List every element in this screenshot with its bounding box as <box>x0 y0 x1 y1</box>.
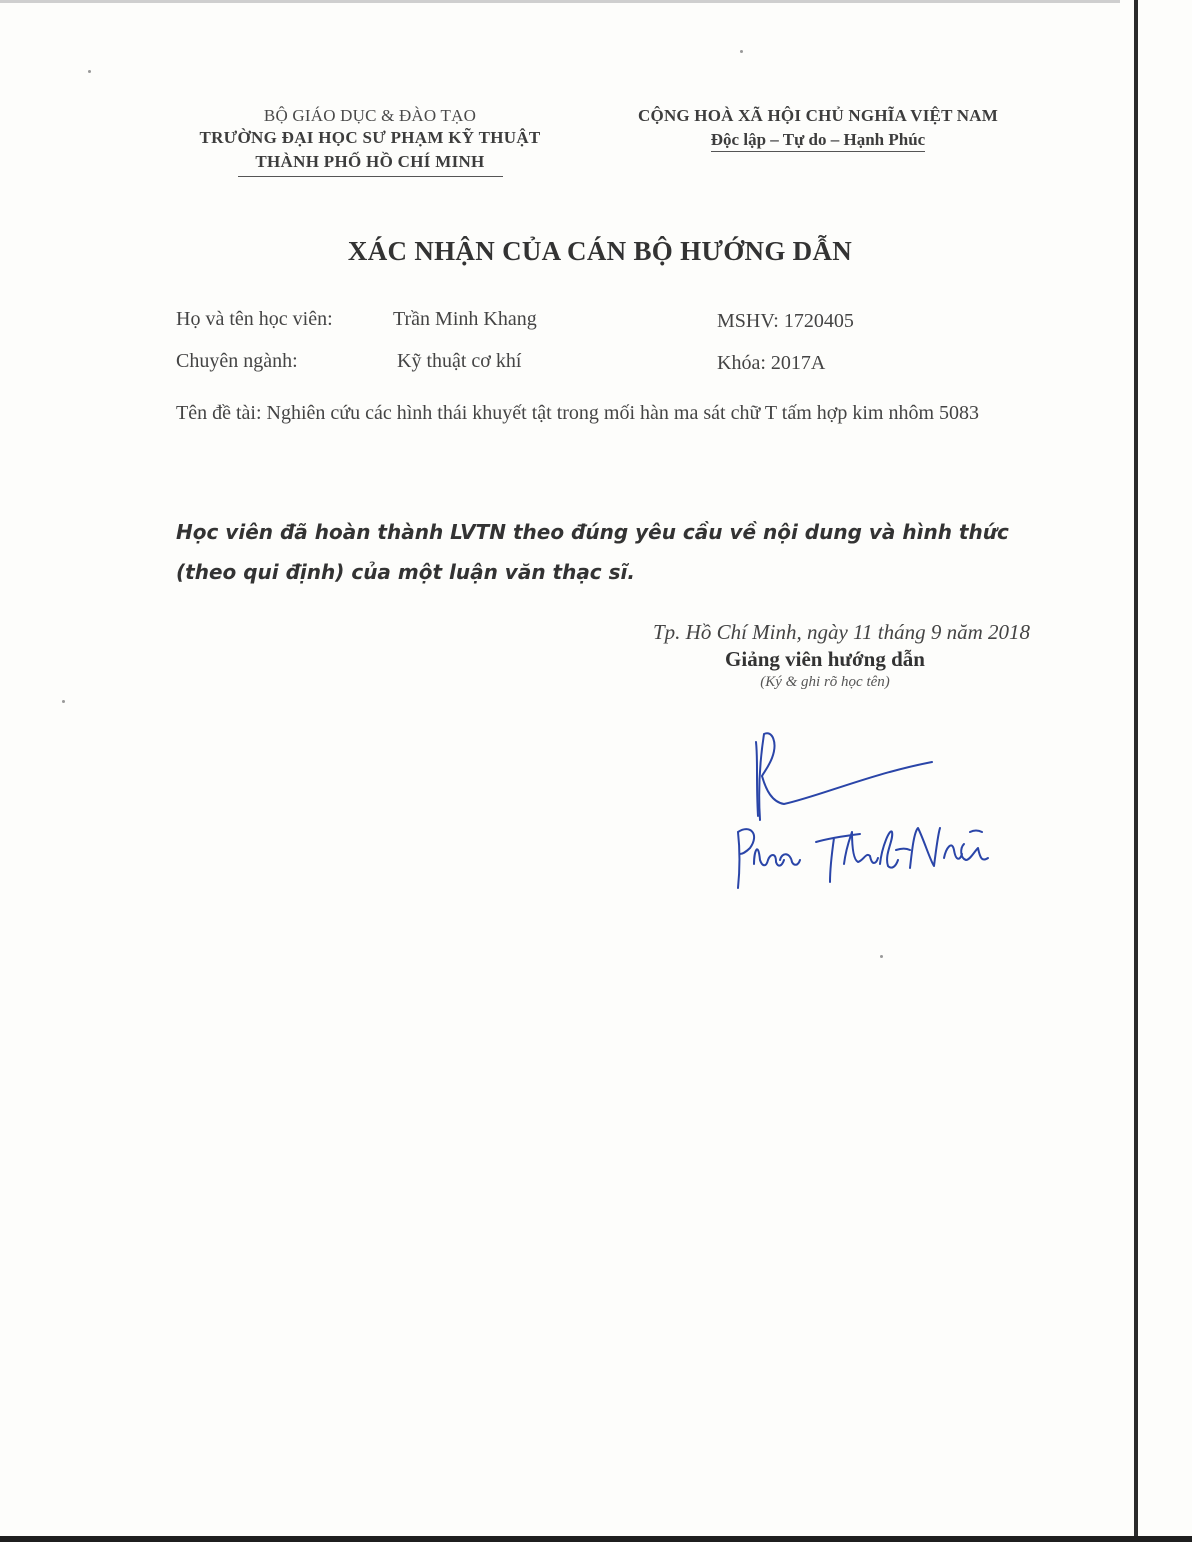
scan-speck <box>62 700 65 703</box>
scan-speck <box>88 70 91 73</box>
scan-edge-right <box>1134 0 1138 1542</box>
scan-edge-bottom <box>0 1536 1192 1542</box>
scan-speck <box>880 955 883 958</box>
national-motto: Độc lập – Tự do – Hạnh Phúc <box>711 130 925 152</box>
signature-note: (Ký & ghi rõ học tên) <box>760 674 890 690</box>
scan-speck <box>740 50 743 53</box>
student-id: MSHV: 1720405 <box>717 310 854 332</box>
handwritten-signature <box>720 720 1020 900</box>
major-value: Kỹ thuật cơ khí <box>397 350 522 372</box>
student-name-value: Trần Minh Khang <box>393 308 537 330</box>
advisor-role: Giảng viên hướng dẫn <box>725 647 925 671</box>
university-name: TRƯỜNG ĐẠI HỌC SƯ PHẠM KỸ THUẬT <box>199 128 541 147</box>
ministry-header <box>150 106 590 177</box>
header-underline <box>238 176 503 177</box>
university-city: THÀNH PHỐ HỒ CHÍ MINH <box>255 152 485 171</box>
date-line: Tp. Hồ Chí Minh, ngày 11 tháng 9 năm 2018 <box>652 620 1030 644</box>
national-header <box>608 106 1028 152</box>
signature-block <box>570 620 1050 691</box>
scan-edge-top <box>0 0 1120 3</box>
ministry-name: BỘ GIÁO DỤC & ĐÀO TẠO <box>263 106 477 125</box>
page-title: XÁC NHẬN CỦA CÁN BỘ HƯỚNG DẪN <box>347 236 853 266</box>
country-name: CỘNG HOÀ XÃ HỘI CHỦ NGHĨA VIỆT NAM <box>638 106 998 125</box>
major-label: Chuyên ngành: <box>176 350 298 372</box>
confirmation-statement: Học viên đã hoàn thành LVTN theo đúng yêu cầu về nội dung và hình thức (theo qui định) của một luận văn thạc sĩ. <box>176 520 1009 584</box>
cohort: Khóa: 2017A <box>717 352 826 374</box>
student-name-label: Họ và tên học viên: <box>176 308 333 330</box>
thesis-topic: Tên đề tài: Nghiên cứu các hình thái khuyết tật trong mối hàn ma sát chữ T tấm hợp kim nhôm 5083 <box>176 402 980 424</box>
